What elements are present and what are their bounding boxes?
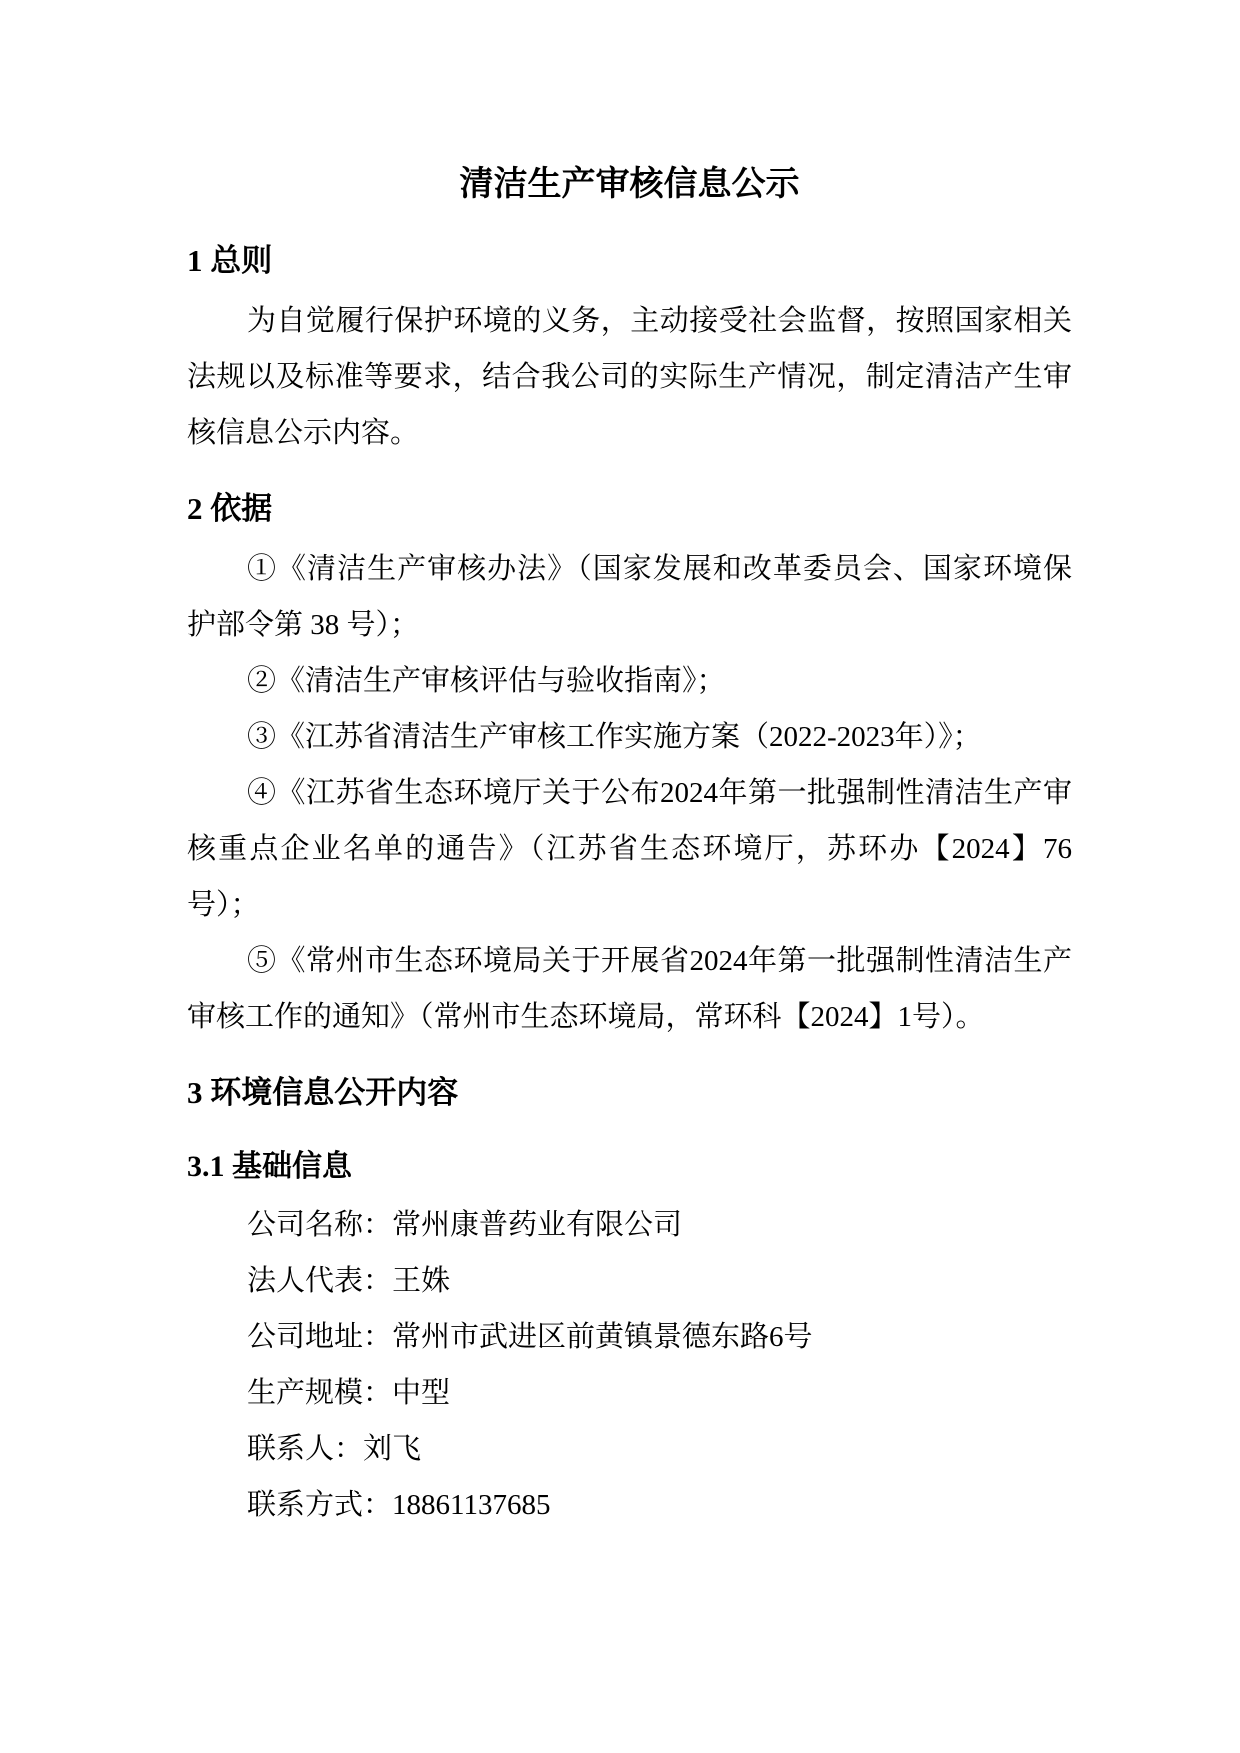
field-company-name [187, 1197, 1072, 1253]
section-2-heading: 2 依据 [187, 491, 273, 526]
basis-item-3: ③《江苏省清洁生产审核工作实施方案（2022-2023年）》； [247, 721, 982, 753]
section-3-heading: 3 环境信息公开内容 [187, 1075, 459, 1110]
field-production-scale-label: 生产规模： [247, 1377, 393, 1409]
section-1-paragraph: 为自觉履行保护环境的义务，主动接受社会监督，按照国家相关法规以及标准等要求，结合我公司的实际生产情况，制定清洁产生审核信息公示内容。 [187, 305, 1072, 449]
document-title: 清洁生产审核信息公示 [459, 166, 800, 203]
basis-item-4: ④《江苏省生态环境厅关于公布2024年第一批强制性清洁生产审核重点企业名单的通告》（江苏省生态环境厅，苏环办【2024】76号）； [187, 777, 1072, 921]
field-contact-person-label: 联系人： [247, 1433, 364, 1465]
field-company-address-label: 公司地址： [247, 1321, 393, 1353]
field-legal-representative [187, 1253, 1072, 1309]
section-1-heading: 1 总则 [187, 243, 273, 278]
field-legal-representative-value: 王姝 [392, 1265, 451, 1297]
subsection-3-1-heading: 3.1 基础信息 [187, 1150, 352, 1183]
field-production-scale [187, 1365, 1072, 1421]
field-contact-person-value: 刘飞 [363, 1433, 422, 1465]
field-contact-number [187, 1477, 1072, 1533]
field-contact-person [187, 1421, 1072, 1477]
section-general-rules [187, 233, 1072, 461]
field-company-name-value: 常州康普药业有限公司 [392, 1209, 683, 1241]
field-company-name-label: 公司名称： [247, 1209, 393, 1241]
section-basis [187, 481, 1072, 1045]
field-production-scale-value: 中型 [392, 1377, 451, 1409]
basis-item-1: ①《清洁生产审核办法》（国家发展和改革委员会、国家环境保护部令第 38 号）； [187, 553, 1072, 641]
field-contact-number-value: 18861137685 [392, 1489, 551, 1521]
field-contact-number-label: 联系方式： [247, 1489, 393, 1521]
section-disclosure-content [187, 1065, 1072, 1533]
field-company-address [187, 1309, 1072, 1365]
basis-item-2: ②《清洁生产审核评估与验收指南》； [247, 665, 726, 697]
basis-item-5: ⑤《常州市生态环境局关于开展省2024年第一批强制性清洁生产审核工作的通知》（常州市生态环境局，常环科【2024】1号）。 [187, 945, 1072, 1033]
field-company-address-value: 常州市武进区前黄镇景德东路6号 [392, 1321, 813, 1353]
field-legal-representative-label: 法人代表： [247, 1265, 393, 1297]
